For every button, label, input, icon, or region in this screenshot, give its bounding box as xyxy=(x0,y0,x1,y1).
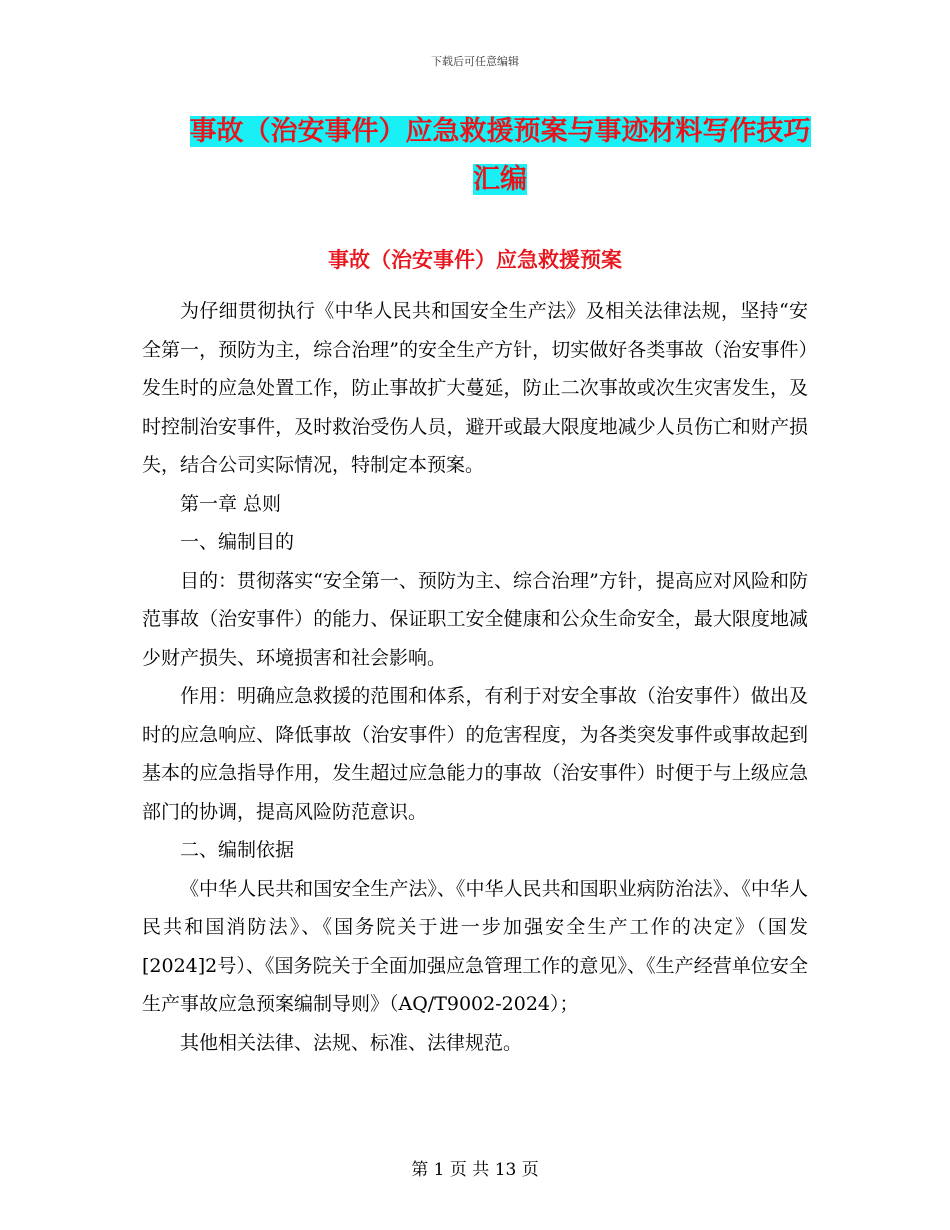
section-title: 事故（治安事件）应急救援预案 xyxy=(328,248,622,272)
paragraph-other: 其他相关法律、法规、标准、法律规范。 xyxy=(180,1031,523,1054)
page-footer: 第 1 页 共 13 页 xyxy=(411,1160,539,1180)
paragraph-purpose: 目的：贯彻落实“安全第一、预防为主、综合治理”方针，提高应对风险和防范事故（治安事件）的能力、保证职工安全健康和公众生命安全，最大限度地减少财产损失、环境损害和社会影响。 xyxy=(142,569,808,669)
document-title-line1: 事故（治安事件）应急救援预案与事迹材料写作技巧 xyxy=(189,116,811,147)
section-heading-basis: 二、编制依据 xyxy=(180,839,295,861)
document-body xyxy=(142,292,808,1062)
header-note: 下载后可任意编辑 xyxy=(431,55,519,68)
paragraph-function: 作用：明确应急救援的范围和体系，有利于对安全事故（治安事件）做出及时的应急响应、降低事故（治安事件）的危害程度，为各类突发事件或事故起到基本的应急指导作用，发生超过应急能力的事故（治安事件）时便于与上级应急部门的协调，提高风险防范意识。 xyxy=(142,685,808,823)
paragraph-basis: 《中华人民共和国安全生产法》、《中华人民共和国职业病防治法》、《中华人民共和国消防法》、《国务院关于进一步加强安全生产工作的决定》（国发[2024]2号）、《国务院关于全面加强应急管理工作的意见》、《生产经营单位安全生产事故应急预案编制导则》（AQ/T9002-2024）； xyxy=(142,877,808,1015)
document-title xyxy=(140,108,860,204)
paragraph-intro: 为仔细贯彻执行《中华人民共和国安全生产法》及相关法律法规，坚持“安全第一，预防为主，综合治理”的安全生产方针，切实做好各类事故（治安事件）发生时的应急处置工作，防止事故扩大蔓延，防止二次事故或次生灾害发生，及时控制治安事件，及时救治受伤人员，避开或最大限度地减少人员伤亡和财产损失，结合公司实际情况，特制定本预案。 xyxy=(142,300,808,476)
document-title-line2: 汇编 xyxy=(473,164,527,195)
chapter-heading: 第一章 总则 xyxy=(180,492,282,515)
section-heading-purpose: 一、编制目的 xyxy=(180,531,295,553)
